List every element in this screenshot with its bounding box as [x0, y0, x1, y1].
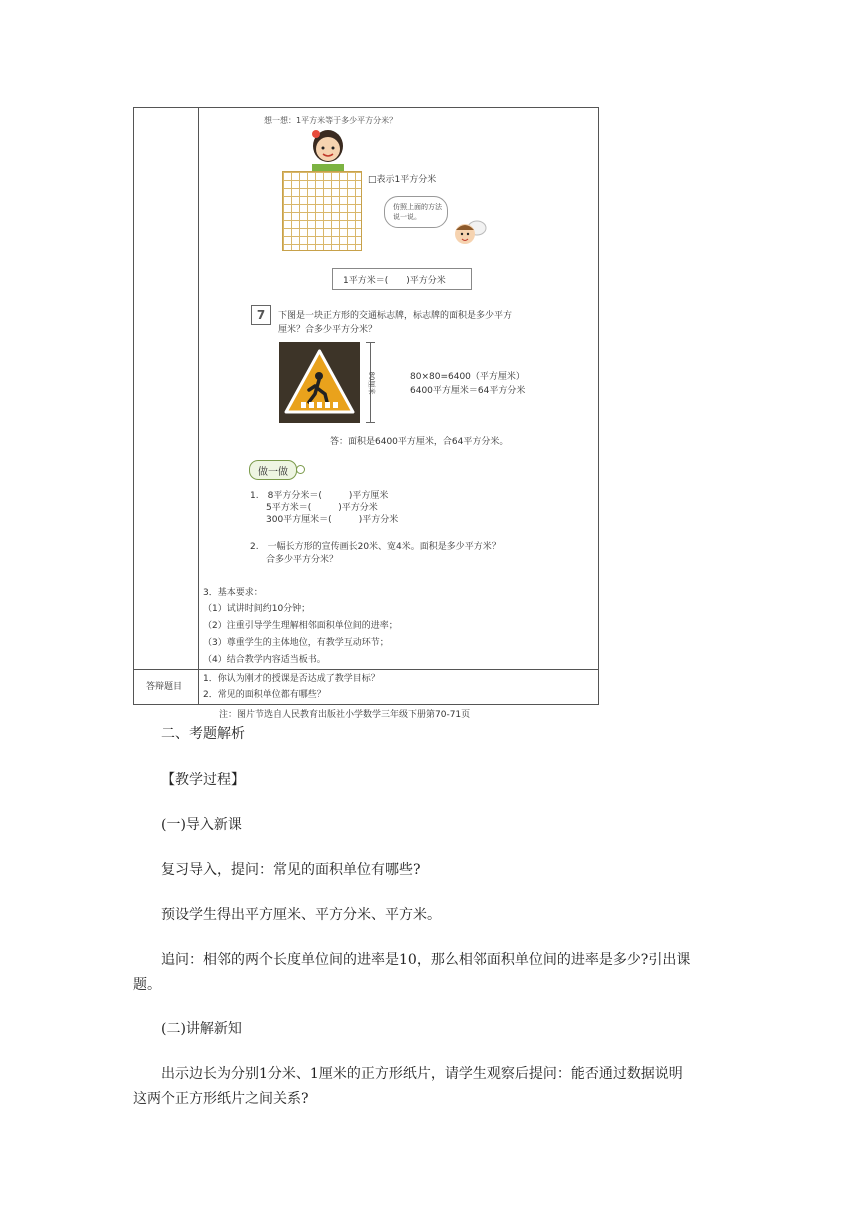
section-heading: 二、考题解析 — [161, 726, 245, 742]
practice-1a: 1. 8平方分米＝( )平方厘米 — [250, 491, 389, 501]
table-column-divider — [198, 108, 199, 704]
equation-text: 1平方米＝( )平方分米 — [343, 276, 446, 286]
qa-question-2: 2．常见的面积单位都有哪些？ — [203, 690, 326, 700]
requirement-3: （3）尊重学生的主体地位，有教学互动环节； — [203, 638, 389, 648]
square-meter-grid — [282, 171, 362, 251]
paragraph-4-line-2: 这两个正方形纸片之间关系? — [133, 1091, 309, 1107]
paragraph-3-line-1: 追问：相邻的两个长度单位间的进率是10，那么相邻面积单位间的进率是多少?引出课 — [161, 952, 691, 968]
practice-1b: 5平方米＝( )平方分米 — [266, 503, 378, 513]
practice-dot-icon — [296, 465, 305, 474]
paragraph-4-line-1: 出示边长为分别1分米、1厘米的正方形纸片，请学生观察后提问：能否通过数据说明 — [161, 1066, 683, 1082]
equation-box — [332, 268, 472, 290]
source-note: 注：图片节选自人民教育出版社小学数学三年级下册第70-71页 — [219, 710, 471, 720]
paragraph-3-line-2: 题。 — [133, 977, 161, 993]
traffic-sign-image — [279, 342, 360, 423]
requirement-4: （4）结合教学内容适当板书。 — [203, 655, 326, 665]
speech-bubble — [384, 196, 448, 228]
practice-2a: 2. 一幅长方形的宣传画长20米、宽4米。面积是多少平方米？ — [250, 542, 501, 552]
example-text-1: 下图是一块正方形的交通标志牌，标志牌的面积是多少平方 — [278, 311, 513, 321]
bubble-text-1: 仿照上面的方法 — [393, 203, 442, 211]
exam-table — [133, 107, 599, 705]
bubble-text-2: 说一说。 — [393, 213, 421, 221]
qa-label: 答辩题目 — [146, 682, 183, 692]
answer-text: 答：面积是6400平方厘米，合64平方分米。 — [330, 437, 509, 447]
part2-heading: (二)讲解新知 — [161, 1021, 242, 1037]
paragraph-2: 预设学生得出平方厘米、平方分米、平方米。 — [161, 907, 441, 923]
dimension-tick-top — [366, 342, 375, 343]
practice-badge — [249, 460, 297, 480]
think-prompt: 想一想：1平方米等于多少平方分米？ — [264, 116, 398, 125]
qa-question-1: 1．你认为刚才的授课是否达成了教学目标？ — [203, 674, 380, 684]
example-text-2: 厘米？合多少平方分米？ — [278, 325, 378, 335]
process-heading: 【教学过程】 — [161, 772, 245, 788]
calculation-2: 6400平方厘米＝64平方分米 — [410, 386, 526, 396]
example-number: 7 — [256, 308, 266, 322]
requirements-title: 3．基本要求： — [203, 588, 263, 598]
table-row-divider — [134, 669, 598, 670]
calculation-1: 80×80=6400（平方厘米） — [410, 372, 525, 382]
requirement-2: （2）注重引导学生理解相邻面积单位间的进率； — [203, 621, 398, 631]
practice-title: 做一做 — [258, 467, 288, 478]
example-number-badge — [251, 305, 271, 325]
grid-legend: □表示1平方分米 — [368, 175, 437, 185]
requirement-1: （1）试讲时间约10分钟； — [203, 604, 311, 614]
girl-illustration — [306, 126, 350, 172]
paragraph-1: 复习导入，提问：常见的面积单位有哪些? — [161, 862, 421, 878]
part1-heading: (一)导入新课 — [161, 817, 242, 833]
practice-2b: 合多少平方分米？ — [266, 555, 339, 565]
dimension-tick-bottom — [366, 422, 375, 423]
practice-1c: 300平方厘米＝( )平方分米 — [266, 515, 399, 525]
side-length-label: 80厘米 — [367, 371, 376, 395]
cherub-illustration — [447, 216, 487, 250]
